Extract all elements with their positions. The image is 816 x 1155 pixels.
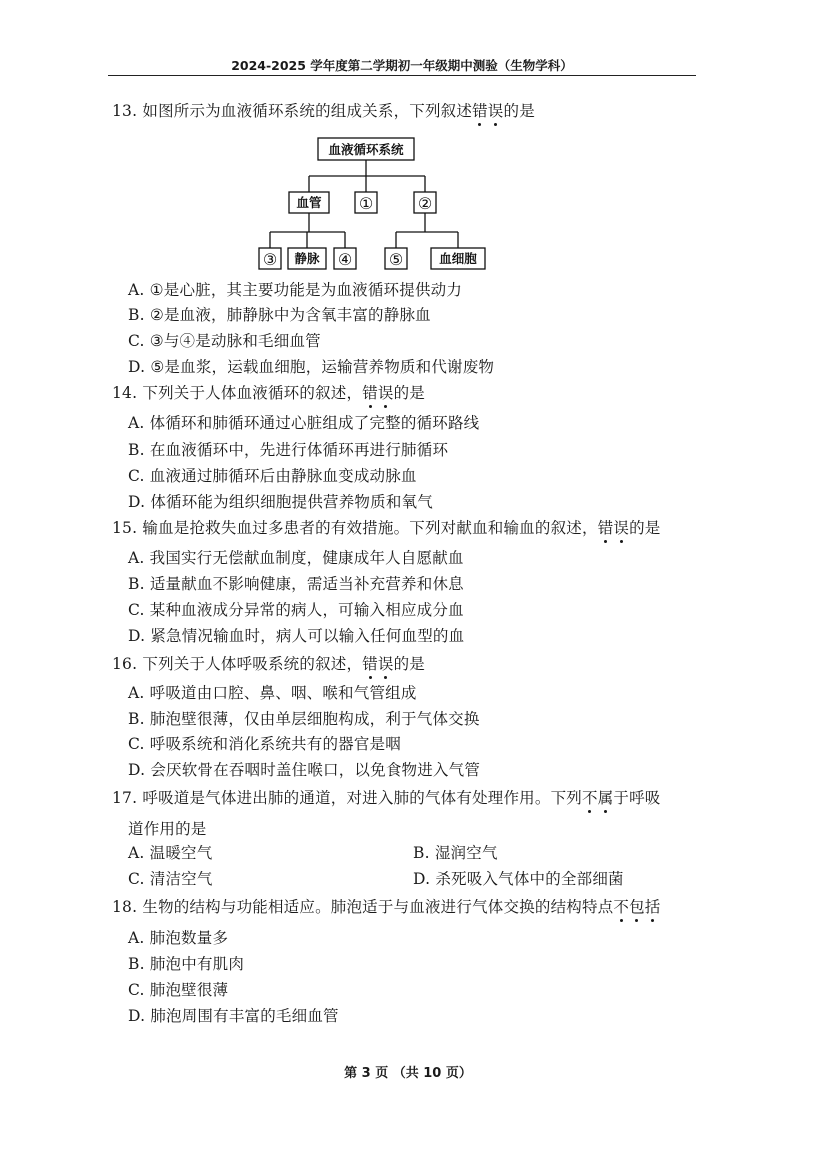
diagram-label-3: ③ <box>262 250 278 269</box>
question-17-stem <box>112 788 661 808</box>
question-13-option-d: D. ⑤是血浆，运载血细胞，运输营养物质和代谢废物 <box>128 358 495 376</box>
question-13-option-c: C. ③与④是动脉和毛细血管 <box>128 332 321 350</box>
diagram-label-4: ④ <box>337 250 353 269</box>
question-17-stem-continued: 道作用的是 <box>128 820 207 838</box>
question-16-option-a: A. 呼吸道由口腔、鼻、咽、喉和气管组成 <box>128 684 417 702</box>
question-16-option-b: B. 肺泡壁很薄，仅由单层细胞构成，利于气体交换 <box>128 710 480 728</box>
emphasis-char: 误 <box>377 655 394 673</box>
question-13-option-b: B. ②是血液，肺静脉中为含氧丰富的静脉血 <box>128 306 431 324</box>
question-15-option-c: C. 某种血液成分异常的病人，可输入相应成分血 <box>128 601 464 619</box>
question-17-option-b: B. 湿润空气 <box>413 844 498 862</box>
diagram-blood-cell-label: 血细胞 <box>439 251 477 266</box>
exam-header: 2024-2025 学年度第二学期初一年级期中测验（生物学科） <box>231 58 573 73</box>
question-15-option-a: A. 我国实行无偿献血制度，健康成年人自愿献血 <box>128 549 464 567</box>
question-14-option-b: B. 在血液循环中，先进行体循环再进行肺循环 <box>128 441 449 459</box>
question-17-stem-end: 于呼吸 <box>613 789 661 807</box>
question-14-option-c: C. 血液通过肺循环后由静脉血变成动脉血 <box>128 467 417 485</box>
question-16-option-c: C. 呼吸系统和消化系统共有的器官是咽 <box>128 735 401 753</box>
emphasis-char: 错 <box>362 384 378 402</box>
question-14-stem-end: 的是 <box>393 384 425 402</box>
question-15-stem <box>112 518 661 538</box>
diagram-label-1: ① <box>358 194 374 213</box>
emphasis-char: 错 <box>362 655 378 673</box>
question-13-stem-text: 13. 如图所示为血液循环系统的组成关系，下列叙述 <box>112 102 473 120</box>
diagram-vein-label: 静脉 <box>294 251 320 266</box>
emphasis-char: 误 <box>377 384 394 402</box>
question-13-option-a: A. ①是心脏，其主要功能是为血液循环提供动力 <box>128 281 463 299</box>
emphasis-char: 括 <box>644 898 661 916</box>
question-17-option-a: A. 温暖空气 <box>128 844 213 862</box>
question-13-stem-end: 的是 <box>503 102 535 120</box>
question-15-option-d: D. 紧急情况输血时，病人可以输入任何血型的血 <box>128 627 465 645</box>
emphasis-char: 误 <box>613 519 630 537</box>
question-15-stem-text: 15. 输血是抢救失血过多患者的有效措施。下列对献血和输血的叙述， <box>112 519 598 537</box>
emphasis-char: 不 <box>581 789 598 807</box>
question-14-stem-text: 14. 下列关于人体血液循环的叙述， <box>112 384 363 402</box>
question-17-stem-text: 17. 呼吸道是气体进出肺的通道，对进入肺的气体有处理作用。下列 <box>112 789 582 807</box>
question-15-stem-end: 的是 <box>629 519 661 537</box>
question-16-stem-end: 的是 <box>393 655 425 673</box>
diagram-vessels-label: 血管 <box>296 195 322 210</box>
question-18-option-c: C. 肺泡壁很薄 <box>128 981 229 999</box>
question-14-stem <box>112 383 425 403</box>
question-18-option-a: A. 肺泡数量多 <box>128 929 229 947</box>
question-18-option-b: B. 肺泡中有肌肉 <box>128 955 245 973</box>
question-18-option-d: D. 肺泡周围有丰富的毛细血管 <box>128 1007 339 1025</box>
emphasis-char: 属 <box>597 789 614 807</box>
question-15-option-b: B. 适量献血不影响健康，需适当补充营养和休息 <box>128 575 464 593</box>
page-number: 第 3 页 （共 10 页） <box>344 1066 472 1081</box>
emphasis-char: 不 <box>613 898 630 916</box>
question-17-option-c: C. 清洁空气 <box>128 870 213 888</box>
diagram-label-5: ⑤ <box>388 250 404 269</box>
question-14-option-a: A. 体循环和肺循环通过心脏组成了完整的循环路线 <box>128 414 480 432</box>
emphasis-char: 包 <box>629 898 645 916</box>
question-17-option-d: D. 杀死吸入气体中的全部细菌 <box>413 870 624 888</box>
question-18-stem <box>112 897 661 917</box>
question-16-stem-text: 16. 下列关于人体呼吸系统的叙述， <box>112 655 363 673</box>
question-18-stem-text: 18. 生物的结构与功能相适应。肺泡适于与血液进行气体交换的结构特点 <box>112 898 614 916</box>
emphasis-char: 错 <box>597 519 614 537</box>
blood-circulation-diagram <box>0 0 816 290</box>
emphasis-char: 误 <box>487 102 504 120</box>
diagram-root-label: 血液循环系统 <box>328 142 404 157</box>
question-16-stem <box>112 654 425 674</box>
diagram-label-2: ② <box>417 194 433 213</box>
question-16-option-d: D. 会厌软骨在吞咽时盖住喉口，以免食物进入气管 <box>128 761 481 779</box>
emphasis-char: 错 <box>472 102 488 120</box>
question-14-option-d: D. 体循环能为组织细胞提供营养物质和氧气 <box>128 493 433 511</box>
